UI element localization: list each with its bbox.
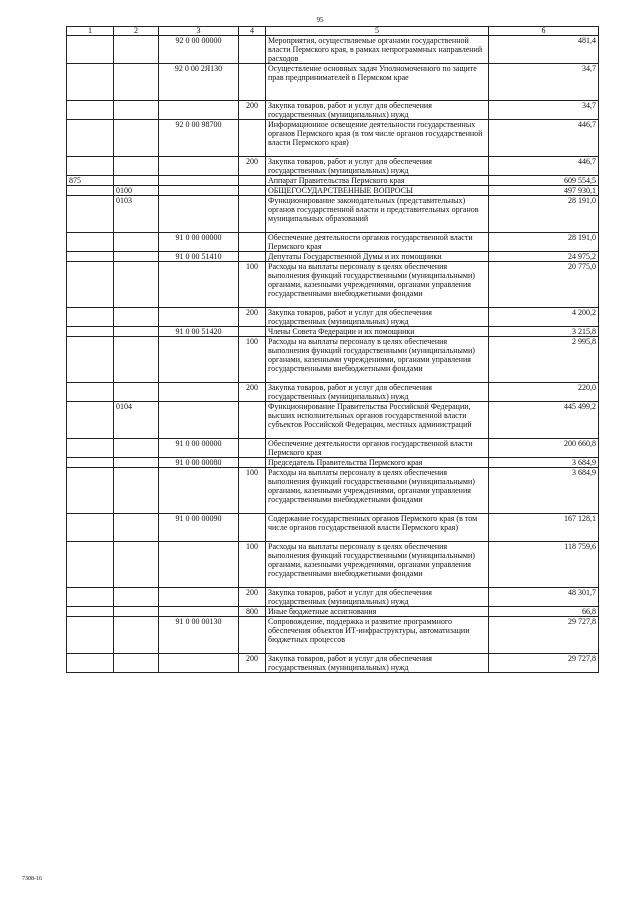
cell-item-name: Сопровождение, поддержка и развитие программного обеспечения объектов ИТ-инфраструктуры, автоматизации бюджетных процессов	[266, 617, 489, 654]
cell-section-code	[114, 458, 159, 468]
cell-amount: 167 128,1	[489, 514, 599, 542]
cell-item-name: Депутаты Государственной Думы и их помощники	[266, 252, 489, 262]
cell-section-code: 0104	[114, 402, 159, 439]
cell-expense-type-code: 100	[239, 262, 266, 308]
cell-amount: 445 499,2	[489, 402, 599, 439]
cell-item-name: Закупка товаров, работ и услуг для обеспечения государственных (муниципальных) нужд	[266, 157, 489, 176]
table-row	[67, 186, 599, 196]
cell-dept-code	[67, 327, 114, 337]
table-row	[67, 101, 599, 120]
cell-item-name: Расходы на выплаты персоналу в целях обеспечения выполнения функций государственными (муниципальными) органами, казенными учреждениями, органами управления государственными внебюджетными фондами	[266, 337, 489, 383]
cell-item-name: Функционирование законодательных (представительных) органов государственной власти и представительных органов муниципальных образований	[266, 196, 489, 233]
cell-dept-code	[67, 458, 114, 468]
cell-expense-type-code	[239, 327, 266, 337]
cell-expense-type-code	[239, 186, 266, 196]
cell-amount: 2 995,8	[489, 337, 599, 383]
cell-dept-code	[67, 514, 114, 542]
cell-target-article-code: 91 0 00 00000	[159, 439, 239, 458]
cell-section-code	[114, 327, 159, 337]
cell-amount: 48 301,7	[489, 588, 599, 607]
cell-item-name: Закупка товаров, работ и услуг для обеспечения государственных (муниципальных) нужд	[266, 101, 489, 120]
cell-dept-code: 875	[67, 176, 114, 186]
cell-target-article-code	[159, 262, 239, 308]
cell-amount: 29 727,8	[489, 617, 599, 654]
table-row	[67, 327, 599, 337]
cell-dept-code	[67, 64, 114, 101]
cell-expense-type-code: 200	[239, 383, 266, 402]
cell-dept-code	[67, 262, 114, 308]
cell-target-article-code	[159, 157, 239, 176]
cell-item-name: Содержание государственных органов Пермского края (в том числе органов государственной власти Пермского края)	[266, 514, 489, 542]
footer-code: 7308-16	[22, 876, 42, 882]
cell-section-code	[114, 607, 159, 617]
table-row	[67, 402, 599, 439]
cell-amount: 66,8	[489, 607, 599, 617]
cell-expense-type-code	[239, 458, 266, 468]
page-number: 95	[316, 16, 324, 24]
cell-amount: 28 191,0	[489, 196, 599, 233]
cell-target-article-code: 92 0 00 2Я130	[159, 64, 239, 101]
cell-section-code	[114, 176, 159, 186]
cell-amount: 3 684,9	[489, 458, 599, 468]
cell-expense-type-code: 100	[239, 468, 266, 514]
cell-expense-type-code: 800	[239, 607, 266, 617]
cell-section-code	[114, 468, 159, 514]
cell-dept-code	[67, 120, 114, 157]
column-header-6: 6	[489, 27, 599, 36]
cell-item-name: Информационное освещение деятельности государственных органов Пермского края (в том числе органов государственной власти Пермского края)	[266, 120, 489, 157]
table-row	[67, 439, 599, 458]
cell-section-code	[114, 439, 159, 458]
cell-item-name: Закупка товаров, работ и услуг для обеспечения государственных (муниципальных) нужд	[266, 654, 489, 673]
cell-expense-type-code	[239, 233, 266, 252]
table-row	[67, 233, 599, 252]
cell-target-article-code: 91 0 00 00080	[159, 458, 239, 468]
table-row	[67, 514, 599, 542]
cell-dept-code	[67, 607, 114, 617]
cell-dept-code	[67, 233, 114, 252]
cell-section-code: 0100	[114, 186, 159, 196]
cell-item-name: Обеспечение деятельности органов государственной власти Пермского края	[266, 233, 489, 252]
cell-section-code	[114, 337, 159, 383]
cell-dept-code	[67, 36, 114, 64]
cell-expense-type-code: 200	[239, 101, 266, 120]
cell-target-article-code	[159, 101, 239, 120]
table-row	[67, 458, 599, 468]
cell-section-code	[114, 36, 159, 64]
cell-section-code	[114, 654, 159, 673]
cell-section-code	[114, 262, 159, 308]
cell-target-article-code	[159, 542, 239, 588]
cell-amount: 497 930,1	[489, 186, 599, 196]
cell-section-code	[114, 383, 159, 402]
table-header-row	[67, 27, 599, 36]
column-header-2: 2	[114, 27, 159, 36]
cell-amount: 34,7	[489, 101, 599, 120]
cell-expense-type-code	[239, 252, 266, 262]
cell-target-article-code: 91 0 00 51410	[159, 252, 239, 262]
cell-dept-code	[67, 439, 114, 458]
cell-dept-code	[67, 186, 114, 196]
cell-amount: 28 191,0	[489, 233, 599, 252]
table-row	[67, 252, 599, 262]
table-body	[67, 36, 599, 673]
cell-item-name: Мероприятия, осуществляемые органами государственной власти Пермского края, в рамках непрограммных направлений расходов	[266, 36, 489, 64]
table-row	[67, 617, 599, 654]
cell-dept-code	[67, 542, 114, 588]
cell-target-article-code: 91 0 00 00130	[159, 617, 239, 654]
cell-item-name: ОБЩЕГОСУДАРСТВЕННЫЕ ВОПРОСЫ	[266, 186, 489, 196]
table-row	[67, 468, 599, 514]
cell-target-article-code: 91 0 00 51420	[159, 327, 239, 337]
cell-item-name: Иные бюджетные ассигнования	[266, 607, 489, 617]
table-row	[67, 654, 599, 673]
cell-dept-code	[67, 157, 114, 176]
cell-item-name: Функционирование Правительства Российской Федерации, высших исполнительных органов государственной власти субъектов Российской Федерации, местных администраций	[266, 402, 489, 439]
cell-expense-type-code	[239, 120, 266, 157]
cell-target-article-code	[159, 468, 239, 514]
cell-target-article-code: 92 0 00 00000	[159, 36, 239, 64]
column-header-4: 4	[239, 27, 266, 36]
table-row	[67, 64, 599, 101]
column-header-1: 1	[67, 27, 114, 36]
table-row	[67, 308, 599, 327]
table-row	[67, 36, 599, 64]
table-row	[67, 262, 599, 308]
cell-dept-code	[67, 252, 114, 262]
cell-dept-code	[67, 337, 114, 383]
cell-amount: 3 684,9	[489, 468, 599, 514]
cell-section-code	[114, 252, 159, 262]
cell-item-name: Обеспечение деятельности органов государственной власти Пермского края	[266, 439, 489, 458]
cell-amount: 29 727,8	[489, 654, 599, 673]
cell-target-article-code: 92 0 00 98700	[159, 120, 239, 157]
table-row	[67, 176, 599, 186]
cell-dept-code	[67, 196, 114, 233]
cell-amount: 481,4	[489, 36, 599, 64]
cell-dept-code	[67, 654, 114, 673]
cell-amount: 3 215,8	[489, 327, 599, 337]
cell-amount: 446,7	[489, 157, 599, 176]
cell-amount: 24 975,2	[489, 252, 599, 262]
table-row	[67, 542, 599, 588]
cell-section-code	[114, 120, 159, 157]
cell-target-article-code	[159, 607, 239, 617]
cell-section-code	[114, 617, 159, 654]
cell-dept-code	[67, 383, 114, 402]
table-row	[67, 120, 599, 157]
cell-expense-type-code	[239, 196, 266, 233]
cell-item-name: Члены Совета Федерации и их помощники	[266, 327, 489, 337]
cell-dept-code	[67, 617, 114, 654]
cell-section-code	[114, 542, 159, 588]
cell-expense-type-code: 200	[239, 308, 266, 327]
cell-target-article-code	[159, 196, 239, 233]
column-header-3: 3	[159, 27, 239, 36]
cell-expense-type-code	[239, 439, 266, 458]
table-row	[67, 607, 599, 617]
cell-dept-code	[67, 101, 114, 120]
cell-target-article-code	[159, 383, 239, 402]
cell-target-article-code: 91 0 00 00090	[159, 514, 239, 542]
cell-section-code	[114, 308, 159, 327]
cell-target-article-code	[159, 176, 239, 186]
cell-expense-type-code: 100	[239, 542, 266, 588]
cell-item-name: Закупка товаров, работ и услуг для обеспечения государственных (муниципальных) нужд	[266, 588, 489, 607]
cell-target-article-code	[159, 337, 239, 383]
cell-section-code	[114, 233, 159, 252]
cell-amount: 446,7	[489, 120, 599, 157]
cell-item-name: Расходы на выплаты персоналу в целях обеспечения выполнения функций государственными (муниципальными) органами, казенными учреждениями, органами управления государственными внебюджетными фондами	[266, 262, 489, 308]
cell-section-code	[114, 514, 159, 542]
cell-section-code	[114, 101, 159, 120]
cell-expense-type-code	[239, 64, 266, 101]
cell-expense-type-code	[239, 514, 266, 542]
cell-amount: 34,7	[489, 64, 599, 101]
cell-item-name: Закупка товаров, работ и услуг для обеспечения государственных (муниципальных) нужд	[266, 383, 489, 402]
cell-item-name: Председатель Правительства Пермского края	[266, 458, 489, 468]
cell-expense-type-code	[239, 176, 266, 186]
cell-expense-type-code: 200	[239, 157, 266, 176]
cell-dept-code	[67, 588, 114, 607]
cell-amount: 220,0	[489, 383, 599, 402]
cell-expense-type-code: 200	[239, 654, 266, 673]
cell-section-code: 0103	[114, 196, 159, 233]
cell-amount: 118 759,6	[489, 542, 599, 588]
cell-amount: 200 660,8	[489, 439, 599, 458]
cell-section-code	[114, 64, 159, 101]
cell-item-name: Расходы на выплаты персоналу в целях обеспечения выполнения функций государственными (муниципальными) органами, казенными учреждениями, органами управления государственными внебюджетными фондами	[266, 468, 489, 514]
cell-section-code	[114, 157, 159, 176]
cell-dept-code	[67, 308, 114, 327]
cell-expense-type-code	[239, 36, 266, 64]
cell-expense-type-code: 100	[239, 337, 266, 383]
cell-target-article-code	[159, 588, 239, 607]
cell-expense-type-code	[239, 402, 266, 439]
cell-target-article-code	[159, 402, 239, 439]
column-header-5: 5	[266, 27, 489, 36]
cell-item-name: Осуществление основных задач Уполномоченного по защите прав предпринимателей в Пермском крае	[266, 64, 489, 101]
cell-target-article-code	[159, 654, 239, 673]
table-row	[67, 383, 599, 402]
cell-target-article-code	[159, 186, 239, 196]
table-row	[67, 196, 599, 233]
cell-item-name: Закупка товаров, работ и услуг для обеспечения государственных (муниципальных) нужд	[266, 308, 489, 327]
cell-dept-code	[67, 402, 114, 439]
cell-target-article-code	[159, 308, 239, 327]
budget-table	[66, 26, 599, 673]
cell-item-name: Расходы на выплаты персоналу в целях обеспечения выполнения функций государственными (муниципальными) органами, казенными учреждениями, органами управления государственными внебюджетными фондами	[266, 542, 489, 588]
table-row	[67, 588, 599, 607]
cell-amount: 20 775,0	[489, 262, 599, 308]
cell-item-name: Аппарат Правительства Пермского края	[266, 176, 489, 186]
table-row	[67, 157, 599, 176]
table-row	[67, 337, 599, 383]
cell-expense-type-code: 200	[239, 588, 266, 607]
cell-dept-code	[67, 468, 114, 514]
cell-expense-type-code	[239, 617, 266, 654]
cell-target-article-code: 91 0 00 00000	[159, 233, 239, 252]
cell-amount: 4 200,2	[489, 308, 599, 327]
cell-section-code	[114, 588, 159, 607]
cell-amount: 609 554,5	[489, 176, 599, 186]
